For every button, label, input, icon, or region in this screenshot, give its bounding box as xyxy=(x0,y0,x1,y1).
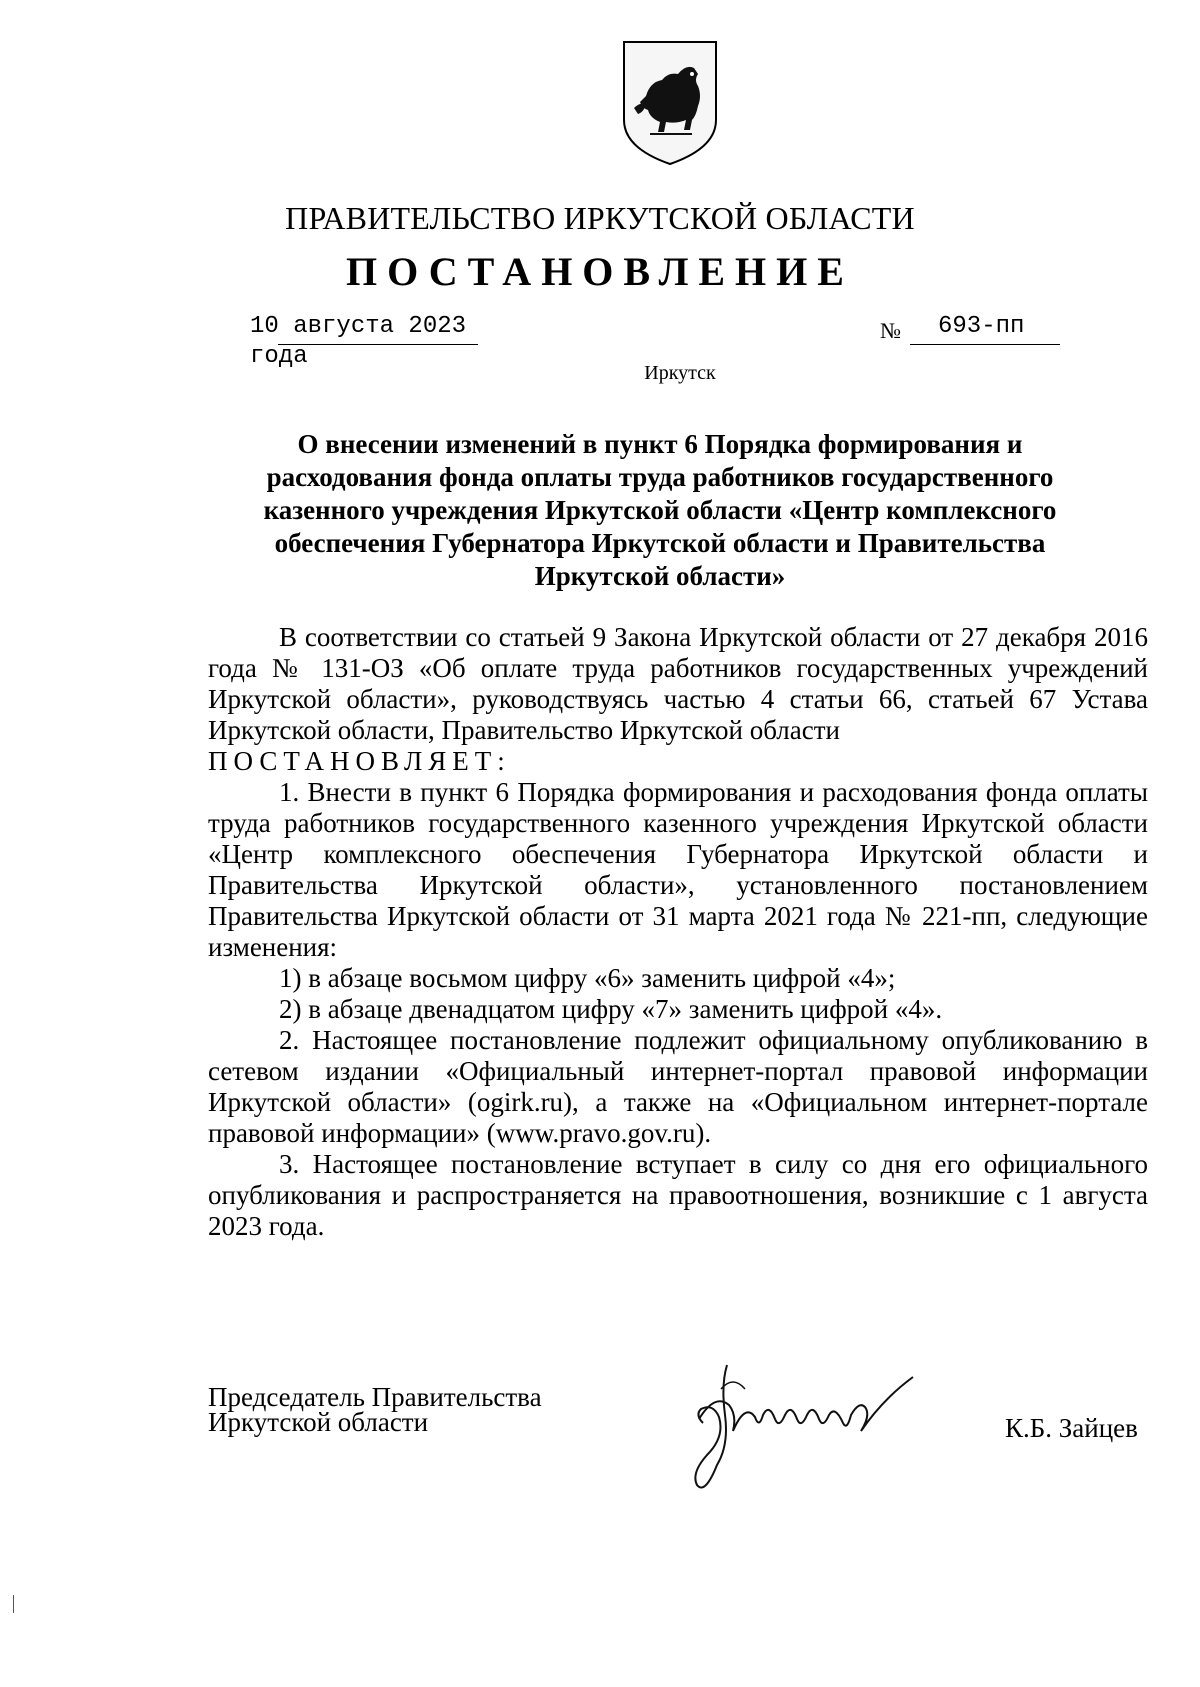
number-sign: № xyxy=(880,318,901,343)
preamble-paragraph: В соответствии со статьей 9 Закона Иркутской области от 27 декабря 2016 года № 131-ОЗ «Об оплате труда работников государственных учреждений Иркутской области», руководствуясь частью 4 статьи 66, статьей 67 Устава Иркутской области, Правительство Иркутской области xyxy=(208,622,1148,745)
position-line-1: Председатель Правительства xyxy=(208,1382,542,1412)
document-body xyxy=(208,622,1148,1242)
date-value: 10 августа 2023 года xyxy=(250,313,467,370)
number-underline xyxy=(910,344,1060,345)
city: Иркутск xyxy=(644,362,716,384)
signatory-name: К.Б. Зайцев xyxy=(1005,1413,1138,1443)
government-name: ПРАВИТЕЛЬСТВО ИРКУТСКОЙ ОБЛАСТИ xyxy=(285,200,915,236)
item-3-paragraph: 3. Настоящее постановление вступает в силу со дня его официального опубликования и распространяется на правоотношения, возникшие с 1 августа 2023 года. xyxy=(208,1149,1148,1241)
item-1-sub-2: 2) в абзаце двенадцатом цифру «7» заменить цифрой «4». xyxy=(279,994,943,1024)
item-1-paragraph: 1. Внести в пункт 6 Порядка формирования и расходования фонда оплаты труда работников государственного казенного учреждения Иркутской области «Центр комплексного обеспечения Губернатора Иркутской области и Правительства Иркутской области», установленного постановлением Правительства Иркутской области от 31 марта 2021 года № 221-пп, следующие изменения: xyxy=(208,777,1148,962)
item-2-paragraph: 2. Настоящее постановление подлежит официальному опубликованию в сетевом издании «Официальный интернет-портал правовой информации Иркутской области» (ogirk.ru), а также на «Официальном интернет-портале правовой информации» (www.pravo.gov.ru). xyxy=(208,1025,1148,1148)
number-value: 693-пп xyxy=(938,313,1025,340)
handwritten-signature xyxy=(655,1345,955,1520)
document-title: О внесении изменений в пункт 6 Порядка формирования и расходования фонда оплаты труда работников государственного казенного учреждения Иркутской области «Центр комплексного обеспечения Губернатора Иркутской области и Правительства Иркутской области» xyxy=(263,429,1057,591)
resolves-word: ПОСТАНОВЛЯЕТ: xyxy=(208,746,511,776)
document-type: ПОСТАНОВЛЕНИЕ xyxy=(346,249,854,294)
scan-margin-mark xyxy=(13,1595,14,1613)
position-line-2: Иркутской области xyxy=(208,1407,429,1437)
signatory-position xyxy=(208,1382,542,1437)
item-1-sub-1: 1) в абзаце восьмом цифру «6» заменить цифрой «4»; xyxy=(279,963,896,993)
coat-of-arms-emblem xyxy=(620,38,720,168)
date-underline xyxy=(278,344,478,345)
